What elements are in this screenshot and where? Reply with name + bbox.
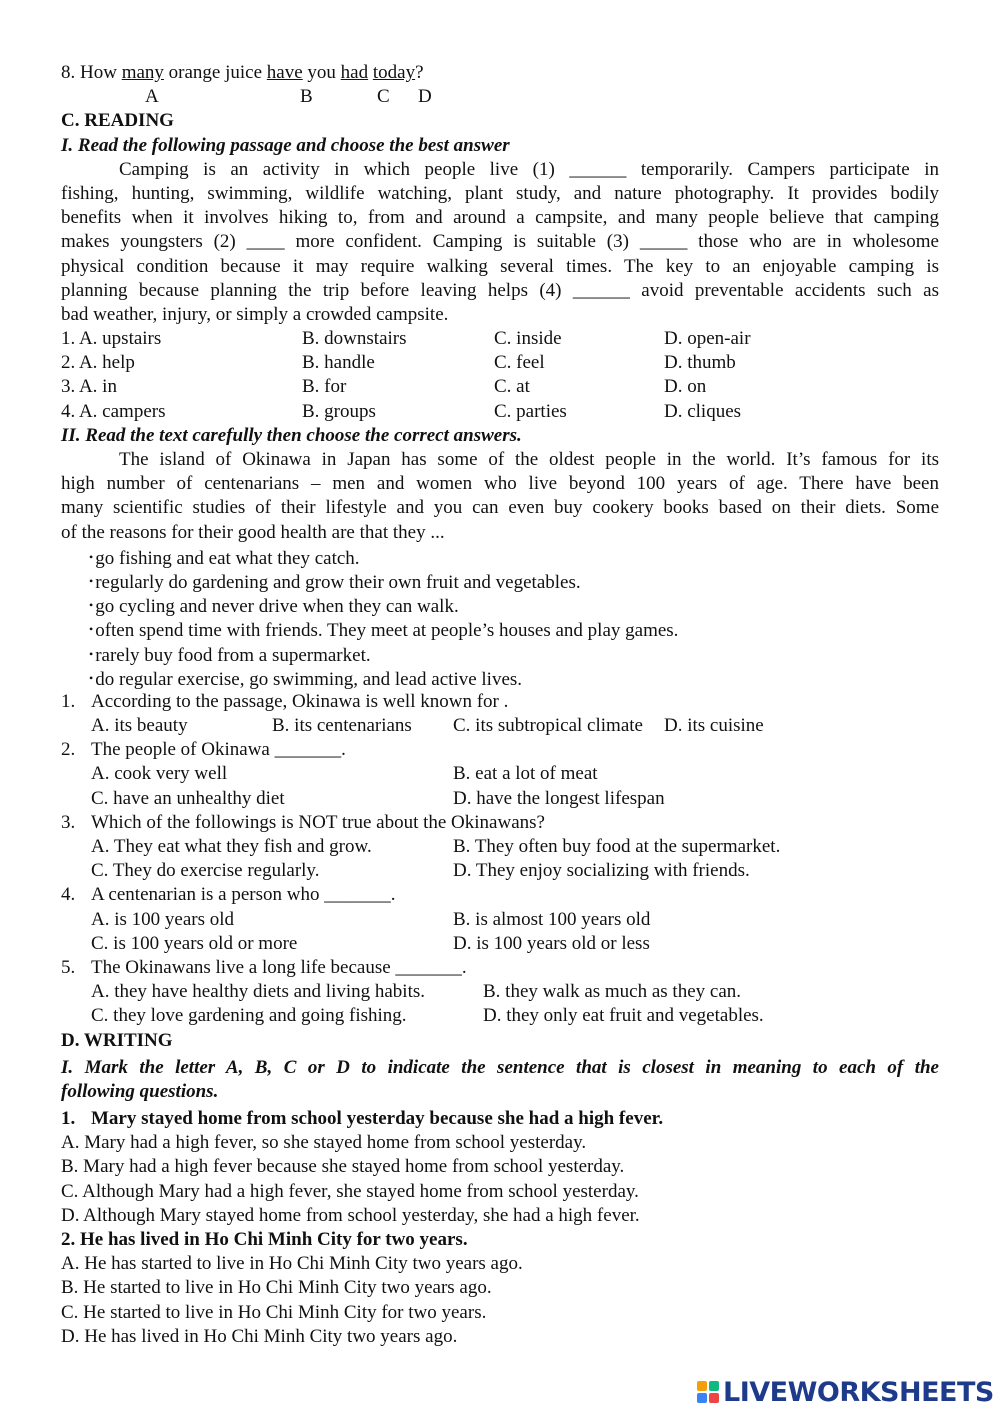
option[interactable]: C. at — [494, 376, 530, 398]
option[interactable]: B. for — [302, 376, 347, 398]
bullet-item: • regularly do gardening and grow their own fruit and vegetables. — [89, 571, 581, 593]
bullet-dot-icon: • — [89, 549, 94, 564]
bullet-dot-icon: • — [89, 598, 94, 613]
option[interactable]: B. downstairs — [302, 328, 407, 350]
writing-instruction: following questions. — [61, 1080, 219, 1102]
bullet-dot-icon: • — [89, 622, 94, 637]
option[interactable]: 3. A. in — [61, 376, 117, 398]
writing-q1-option[interactable]: A. Mary had a high fever, so she stayed home from school yesterday. — [61, 1132, 587, 1154]
part2-q4-stem: 4. A centenarian is a person who _______. — [61, 884, 396, 906]
option[interactable]: D. have the longest lifespan — [453, 787, 665, 809]
bullet-item: • go fishing and eat what they catch. — [89, 547, 360, 569]
option[interactable]: 2. A. help — [61, 352, 135, 374]
writing-heading: D. WRITING — [61, 1029, 173, 1051]
writing-q1-option[interactable]: B. Mary had a high fever because she stayed home from school yesterday. — [61, 1156, 625, 1178]
reading-part1-instruction: I. Read the following passage and choose the best answer — [61, 134, 510, 156]
option[interactable]: C. feel — [494, 352, 545, 374]
q8-line: 8. How many orange juice have you had today? — [61, 62, 424, 83]
part2-q4-options — [61, 932, 939, 956]
part2-q1-options — [61, 714, 939, 738]
option[interactable]: C. is 100 years old or more — [91, 932, 298, 954]
bullet-item: • do regular exercise, go swimming, and lead active lives. — [89, 668, 523, 690]
liveworksheets-logo — [697, 1378, 994, 1408]
passage2-line: The island of Okinawa in Japan has some of the oldest people in the world. It’s famous for its — [119, 449, 939, 470]
part1-question-row — [61, 351, 939, 375]
passage1-line: bad weather, injury, or simply a crowded campsite. — [61, 303, 449, 325]
passage1-line: benefits when it involves hiking to, from and around a campsite, and many people believe that camping — [61, 207, 939, 229]
part2-q5-stem: 5. The Okinawans live a long life because _______. — [61, 956, 467, 978]
option[interactable]: 4. A. campers — [61, 400, 166, 422]
brand-name: LIVEWORKSHEETS — [723, 1376, 994, 1408]
option[interactable]: B. They often buy food at the supermarket. — [453, 836, 781, 857]
passage2-line: many scientific studies of their lifestyle and you can even buy cookery books based on their diets. Some — [61, 497, 939, 519]
option[interactable]: D. They enjoy socializing with friends. — [453, 860, 750, 882]
option[interactable]: C. they love gardening and going fishing. — [91, 1005, 407, 1027]
liveworksheets-logo-icon — [697, 1381, 721, 1405]
passage1-line: physical condition because it may require walking several times. The key to an enjoyable camping is — [61, 255, 939, 277]
option[interactable]: B. is almost 100 years old — [453, 908, 651, 930]
passage2-line: of the reasons for their good health are that they ... — [61, 521, 445, 543]
writing-q2-option[interactable]: B. He started to live in Ho Chi Minh City two years ago. — [61, 1277, 492, 1299]
part2-q3-stem: 3. Which of the followings is NOT true about the Okinawans? — [61, 811, 545, 833]
writing-q2-stem: 2. He has lived in Ho Chi Minh City for two years. — [61, 1229, 468, 1250]
option[interactable]: C. have an unhealthy diet — [91, 787, 285, 809]
q8-word-b: have — [266, 62, 303, 83]
part1-question-row — [61, 327, 939, 351]
option[interactable]: C. its subtropical climate — [453, 715, 643, 737]
writing-q1-stem: 1. Mary stayed home from school yesterday because she had a high fever. — [61, 1108, 664, 1130]
q8-label-a: A — [145, 86, 159, 108]
bullet-dot-icon: • — [89, 573, 94, 588]
option[interactable]: A. is 100 years old — [91, 908, 235, 930]
q8-label-c: C — [377, 86, 390, 108]
bullet-item: • rarely buy food from a supermarket. — [89, 644, 371, 666]
part2-q3-options — [61, 835, 939, 859]
option[interactable]: A. they have healthy diets and living habits. — [91, 981, 426, 1003]
option[interactable]: D. cliques — [664, 400, 742, 422]
option[interactable]: D. its cuisine — [664, 715, 764, 737]
passage1-line: planning because planning the trip before leaving helps (4) ______ avoid preventable accidents such as — [61, 279, 939, 301]
option[interactable]: 1. A. upstairs — [61, 328, 162, 350]
bullet-item: • often spend time with friends. They meet at people’s houses and play games. — [89, 620, 679, 642]
option[interactable]: D. thumb — [664, 352, 736, 374]
option[interactable]: B. handle — [302, 352, 375, 374]
writing-q2-option[interactable]: D. He has lived in Ho Chi Minh City two years ago. — [61, 1325, 458, 1347]
writing-q1-option[interactable]: C. Although Mary had a high fever, she stayed home from school yesterday. — [61, 1180, 639, 1202]
bullet-dot-icon: • — [89, 670, 94, 685]
reading-heading: C. READING — [61, 110, 174, 132]
part2-q2-stem: 2. The people of Okinawa _______. — [61, 739, 346, 761]
option[interactable]: D. on — [664, 376, 707, 398]
option[interactable]: D. they only eat fruit and vegetables. — [483, 1005, 764, 1027]
part2-q5-options — [61, 980, 939, 1004]
part2-q2-options — [61, 787, 939, 811]
bullet-item: • go cycling and never drive when they can walk. — [89, 596, 459, 618]
worksheet-page — [61, 61, 939, 1349]
option[interactable]: D. is 100 years old or less — [453, 932, 650, 954]
reading-part2-instruction: II. Read the text carefully then choose the correct answers. — [61, 424, 522, 446]
writing-instruction: I. Mark the letter A, B, C or D to indicate the sentence that is closest in meaning to each of the — [61, 1056, 939, 1078]
option[interactable]: C. parties — [494, 400, 567, 422]
q8-label-b: B — [300, 86, 313, 108]
option[interactable]: B. eat a lot of meat — [453, 763, 598, 785]
passage1-line: makes youngsters (2) ____ more confident. Camping is suitable (3) _____ those who are in wholesome — [61, 231, 939, 253]
option[interactable]: B. groups — [302, 400, 376, 422]
q8-word-d: today — [372, 62, 416, 83]
q8-word-c: had — [340, 62, 369, 83]
passage2-line: high number of centenarians – men and women who live beyond 100 years of age. There have been — [61, 473, 939, 495]
passage1-line: Camping is an activity in which people live (1) ______ temporarily. Campers participate in — [119, 158, 939, 180]
option[interactable]: B. its centenarians — [272, 715, 412, 737]
part2-q3-options — [61, 859, 939, 883]
writing-q2-option[interactable]: A. He has started to live in Ho Chi Minh City two years ago. — [61, 1253, 523, 1275]
part2-q4-options — [61, 908, 939, 932]
option[interactable]: A. They eat what they fish and grow. — [91, 836, 372, 857]
q8-label-d: D — [418, 86, 432, 108]
q8-labels — [61, 85, 939, 109]
part2-q5-options — [61, 1004, 939, 1028]
option[interactable]: D. open-air — [664, 328, 751, 350]
part2-q2-options — [61, 762, 939, 786]
part1-question-row — [61, 400, 939, 424]
part1-question-row — [61, 375, 939, 399]
writing-q2-option[interactable]: C. He started to live in Ho Chi Minh City for two years. — [61, 1301, 487, 1323]
bullet-dot-icon: • — [89, 646, 94, 661]
part2-q1-stem: 1. According to the passage, Okinawa is well known for . — [61, 690, 509, 712]
option[interactable]: B. they walk as much as they can. — [483, 981, 742, 1003]
option[interactable]: C. They do exercise regularly. — [91, 860, 320, 882]
writing-q1-option[interactable]: D. Although Mary stayed home from school yesterday, she had a high fever. — [61, 1204, 640, 1226]
option[interactable]: A. cook very well — [91, 763, 228, 785]
q8-word-a: many — [121, 62, 164, 83]
option[interactable]: C. inside — [494, 328, 562, 350]
option[interactable]: A. its beauty — [91, 715, 188, 737]
passage1-line: fishing, hunting, swimming, wildlife watching, plant study, and nature photography. It provides bodily — [61, 182, 939, 204]
